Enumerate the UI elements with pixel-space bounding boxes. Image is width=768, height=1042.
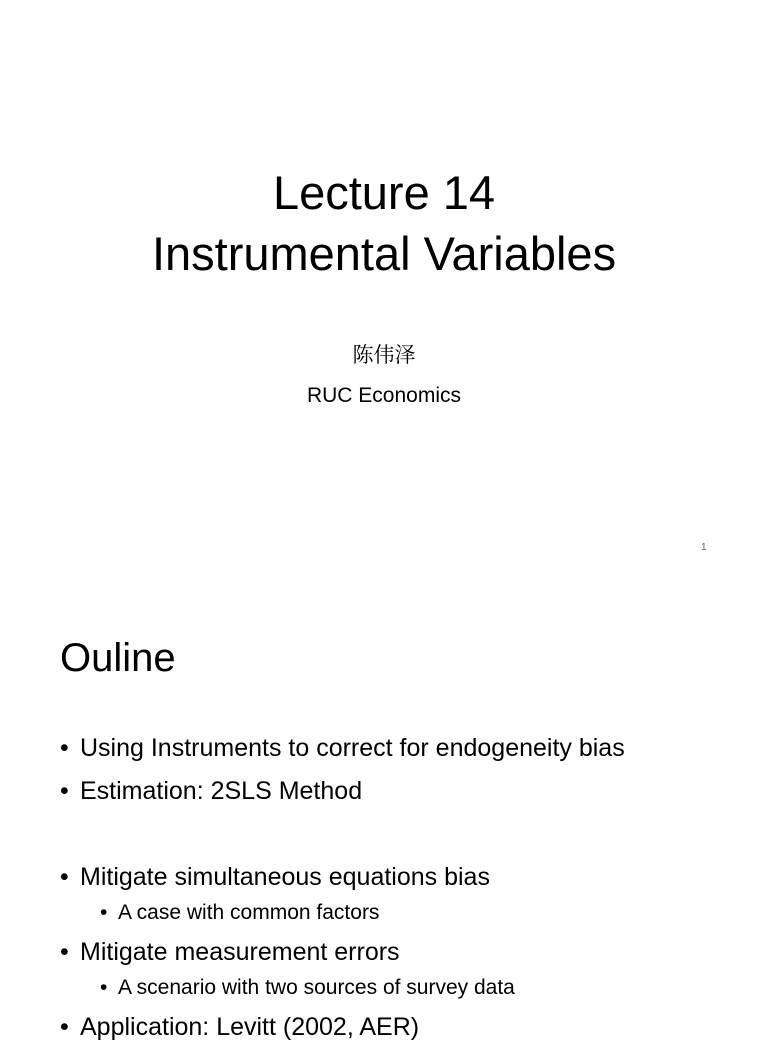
bullet-text: Mitigate measurement errors xyxy=(80,938,400,966)
sub-bullet-item xyxy=(100,975,515,1001)
author-affiliation: RUC Economics xyxy=(306,384,462,407)
bullet-marker: • xyxy=(60,777,69,805)
bullet-text: Application: Levitt (2002, AER) xyxy=(80,1013,420,1041)
bullet-item xyxy=(60,733,625,763)
slide-title xyxy=(0,162,768,284)
title-line-1: Lecture 14 xyxy=(272,166,496,219)
bullet-marker: • xyxy=(60,1013,69,1041)
bullet-marker: • xyxy=(60,734,69,762)
bullet-text: Using Instruments to correct for endogeneity bias xyxy=(80,734,625,762)
bullet-item xyxy=(60,862,490,892)
sub-bullet-text: A scenario with two sources of survey data xyxy=(118,976,515,999)
sub-bullet-text: A case with common factors xyxy=(118,901,380,924)
outline-heading: Ouline xyxy=(60,636,176,680)
bullet-text: Mitigate simultaneous equations bias xyxy=(80,863,490,891)
bullet-marker: • xyxy=(60,938,69,966)
author-name: 陈伟泽 xyxy=(352,344,416,367)
bullet-text: Estimation: 2SLS Method xyxy=(80,777,363,805)
outline-slide xyxy=(0,576,768,1041)
bullet-marker: • xyxy=(100,976,108,999)
bullet-item xyxy=(60,1012,419,1042)
sub-bullet-item xyxy=(100,900,379,926)
bullet-marker: • xyxy=(60,863,69,891)
bullet-item xyxy=(60,937,400,967)
bullet-item xyxy=(60,776,362,806)
title-line-2: Instrumental Variables xyxy=(151,227,617,280)
bullet-marker: • xyxy=(100,901,108,924)
slide-number: 1 xyxy=(701,542,707,553)
